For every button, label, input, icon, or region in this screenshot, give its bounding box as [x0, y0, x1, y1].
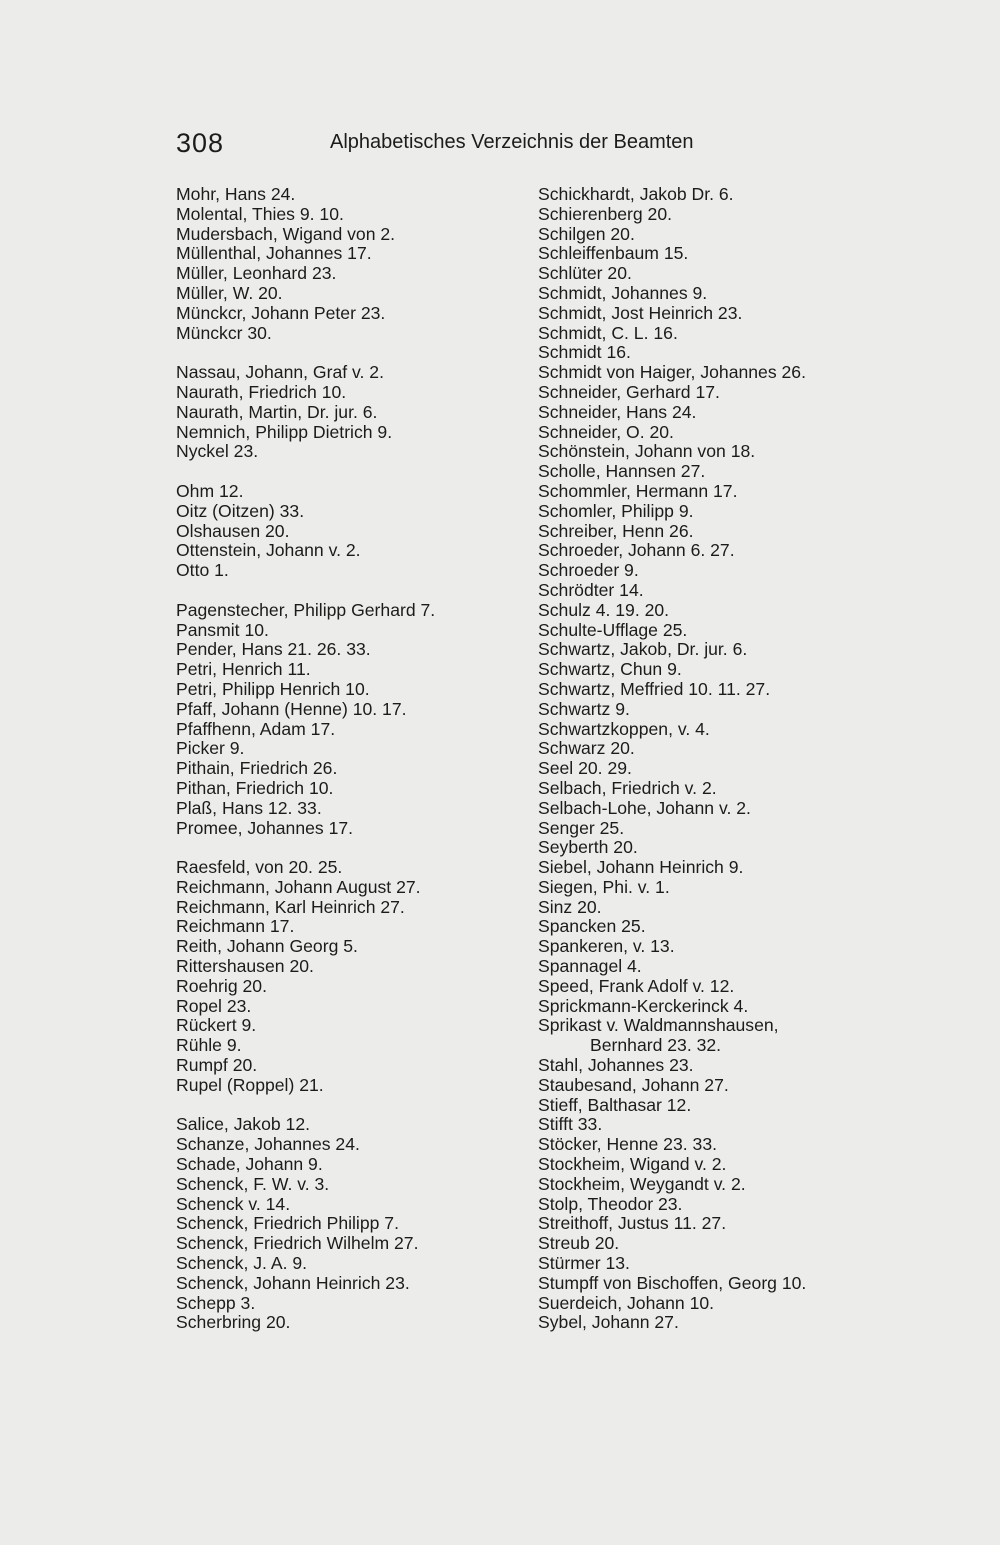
index-entry: Schroeder 9. [538, 560, 639, 581]
index-entry: Speed, Frank Adolf v. 12. [538, 975, 735, 996]
page-header [176, 128, 796, 164]
index-entry: Spannagel 4. [538, 956, 642, 977]
index-entry: Schleiffenbaum 15. [538, 243, 689, 264]
index-entry: Schmidt von Haiger, Johannes 26. [538, 362, 806, 383]
index-entry: Rupel (Roppel) 21. [176, 1074, 324, 1095]
index-entry: Ohm 12. [176, 480, 244, 501]
index-entry: Schwartzkoppen, v. 4. [538, 718, 710, 739]
index-entry: Schmidt, C. L. 16. [538, 322, 678, 343]
index-entry: Scholle, Hannsen 27. [538, 461, 706, 482]
section-gap [176, 343, 546, 363]
index-entry: Schmidt, Johannes 9. [538, 282, 708, 303]
index-entry: Schenck, F. W. v. 3. [176, 1173, 330, 1194]
index-entry: Promee, Johannes 17. [176, 817, 354, 838]
index-entry: Raesfeld, von 20. 25. [176, 857, 343, 878]
index-entry: Schommler, Hermann 17. [538, 480, 738, 501]
index-entry: Reichmann, Johann August 27. [176, 876, 421, 897]
index-entry: Schulte-Ufflage 25. [538, 619, 688, 640]
right-column [538, 185, 938, 1333]
index-entry: Salice, Jakob 12. [176, 1114, 310, 1135]
section-gap [176, 581, 546, 601]
index-entry: Nemnich, Philipp Dietrich 9. [176, 421, 393, 442]
index-entry: Schepp 3. [176, 1292, 256, 1313]
index-entry: Selbach-Lohe, Johann v. 2. [538, 797, 751, 818]
index-entry: Reichmann, Karl Heinrich 27. [176, 896, 405, 917]
index-entry: Müllenthal, Johannes 17. [176, 243, 372, 264]
index-entry: Picker 9. [176, 738, 245, 759]
section-gap [176, 462, 546, 482]
section-gap [176, 1096, 546, 1116]
index-entry: Schade, Johann 9. [176, 1154, 323, 1175]
index-entry: Schneider, Hans 24. [538, 401, 697, 422]
index-entry: Streithoff, Justus 11. 27. [538, 1213, 727, 1234]
index-entry: Schroeder, Johann 6. 27. [538, 540, 735, 561]
index-entry: Senger 25. [538, 817, 625, 838]
index-entry: Rumpf 20. [176, 1055, 258, 1076]
index-entry: Stifft 33. [538, 1114, 603, 1135]
index-entry: Scherbring 20. [176, 1312, 291, 1333]
index-entry: Mudersbach, Wigand von 2. [176, 223, 396, 244]
index-entry: Stockheim, Wigand v. 2. [538, 1154, 727, 1175]
index-entry: Naurath, Martin, Dr. jur. 6. [176, 401, 378, 422]
index-entry: Schulz 4. 19. 20. [538, 599, 670, 620]
index-entry: Schneider, Gerhard 17. [538, 381, 720, 402]
index-entry: Staubesand, Johann 27. [538, 1074, 729, 1095]
index-entry: Schreiber, Henn 26. [538, 520, 694, 541]
section-gap [176, 838, 546, 858]
index-entry: Schierenberg 20. [538, 203, 672, 224]
index-entry: Siegen, Phi. v. 1. [538, 876, 670, 897]
index-entry: Pfaff, Johann (Henne) 10. 17. [176, 698, 407, 719]
index-entry: Stumpff von Bischoffen, Georg 10. [538, 1272, 807, 1293]
index-entry: Stöcker, Henne 23. 33. [538, 1134, 717, 1155]
index-entry: Seyberth 20. [538, 837, 638, 858]
index-entry: Stolp, Theodor 23. [538, 1193, 683, 1214]
index-entry: Schwartz 9. [538, 698, 630, 719]
index-entry: Stahl, Johannes 23. [538, 1055, 694, 1076]
index-entry: Selbach, Friedrich v. 2. [538, 777, 717, 798]
index-entry: Schwartz, Chun 9. [538, 659, 682, 680]
index-entry: Otto 1. [176, 560, 229, 581]
index-entry: Nyckel 23. [176, 441, 259, 462]
index-entry: Schickhardt, Jakob Dr. 6. [538, 184, 734, 204]
index-entry: Reith, Johann Georg 5. [176, 936, 358, 957]
index-entry: Roehrig 20. [176, 975, 267, 996]
running-title: Alphabetisches Verzeichnis der Beamten [330, 131, 694, 153]
index-entry: Petri, Henrich 11. [176, 659, 311, 680]
index-entry: Stockheim, Weygandt v. 2. [538, 1173, 746, 1194]
index-entry: Stieff, Balthasar 12. [538, 1094, 692, 1115]
index-entry: Stürmer 13. [538, 1253, 630, 1274]
index-entry: Seel 20. 29. [538, 758, 632, 779]
index-entry: Pithain, Friedrich 26. [176, 758, 338, 779]
index-entry: Streub 20. [538, 1233, 620, 1254]
page-number: 308 [176, 128, 225, 158]
index-entry: Schneider, O. 20. [538, 421, 674, 442]
index-entry: Münckcr 30. [176, 322, 272, 343]
index-entry: Schwartz, Jakob, Dr. jur. 6. [538, 639, 748, 660]
index-entry: Ropel 23. [176, 995, 252, 1016]
index-entry: Pithan, Friedrich 10. [176, 777, 334, 798]
index-entry: Münckcr, Johann Peter 23. [176, 302, 386, 323]
index-entry: Spancken 25. [538, 916, 646, 937]
index-entry: Spankeren, v. 13. [538, 936, 675, 957]
index-entry: Schwartz, Meffried 10. 11. 27. [538, 678, 771, 699]
index-entry: Müller, W. 20. [176, 282, 283, 303]
index-entry: Pender, Hans 21. 26. 33. [176, 639, 371, 660]
index-entry: Oitz (Oitzen) 33. [176, 500, 305, 521]
index-entry: Schomler, Philipp 9. [538, 500, 694, 521]
index-entry: Naurath, Friedrich 10. [176, 381, 347, 402]
index-entry: Suerdeich, Johann 10. [538, 1292, 715, 1313]
index-entry: Ottenstein, Johann v. 2. [176, 540, 361, 561]
index-entry: Molental, Thies 9. 10. [176, 203, 344, 224]
index-entry: Olshausen 20. [176, 520, 290, 541]
index-entry: Reichmann 17. [176, 916, 295, 937]
index-entry: Schenck, Friedrich Wilhelm 27. [176, 1233, 419, 1254]
index-entry: Schanze, Johannes 24. [176, 1134, 360, 1155]
index-entry: Pfaffhenn, Adam 17. [176, 718, 336, 739]
index-entry: Schlüter 20. [538, 263, 632, 284]
index-entry: Petri, Philipp Henrich 10. [176, 678, 370, 699]
index-entry: Schönstein, Johann von 18. [538, 441, 756, 462]
index-entry: Rittershausen 20. [176, 956, 314, 977]
index-entry: Plaß, Hans 12. 33. [176, 797, 322, 818]
index-entry: Pagenstecher, Philipp Gerhard 7. [176, 599, 436, 620]
index-entry: Schenck, Friedrich Philipp 7. [176, 1213, 399, 1234]
index-entry: Pansmit 10. [176, 619, 269, 640]
index-entry: Sprikast v. Waldmannshausen, [538, 1015, 779, 1036]
index-entry: Schenck, Johann Heinrich 23. [176, 1272, 410, 1293]
index-entry: Bernhard 23. 32. [590, 1035, 722, 1056]
index-entry: Schmidt, Jost Heinrich 23. [538, 302, 743, 323]
index-entry: Müller, Leonhard 23. [176, 263, 337, 284]
index-entry: Sprickmann-Kerckerinck 4. [538, 995, 749, 1016]
index-entry: Schilgen 20. [538, 223, 635, 244]
left-column [176, 185, 546, 1333]
index-entry: Rückert 9. [176, 1015, 257, 1036]
index-entry: Schenck, J. A. 9. [176, 1253, 308, 1274]
index-entry: Sybel, Johann 27. [538, 1312, 679, 1333]
index-entry: Rühle 9. [176, 1035, 242, 1056]
index-entry: Mohr, Hans 24. [176, 184, 296, 204]
index-entry: Schrödter 14. [538, 579, 644, 600]
index-entry: Schenck v. 14. [176, 1193, 291, 1214]
index-entry: Schwarz 20. [538, 738, 635, 759]
index-entry: Sinz 20. [538, 896, 602, 917]
index-entry: Schmidt 16. [538, 342, 631, 363]
index-entry: Nassau, Johann, Graf v. 2. [176, 362, 384, 383]
index-entry: Siebel, Johann Heinrich 9. [538, 857, 744, 878]
